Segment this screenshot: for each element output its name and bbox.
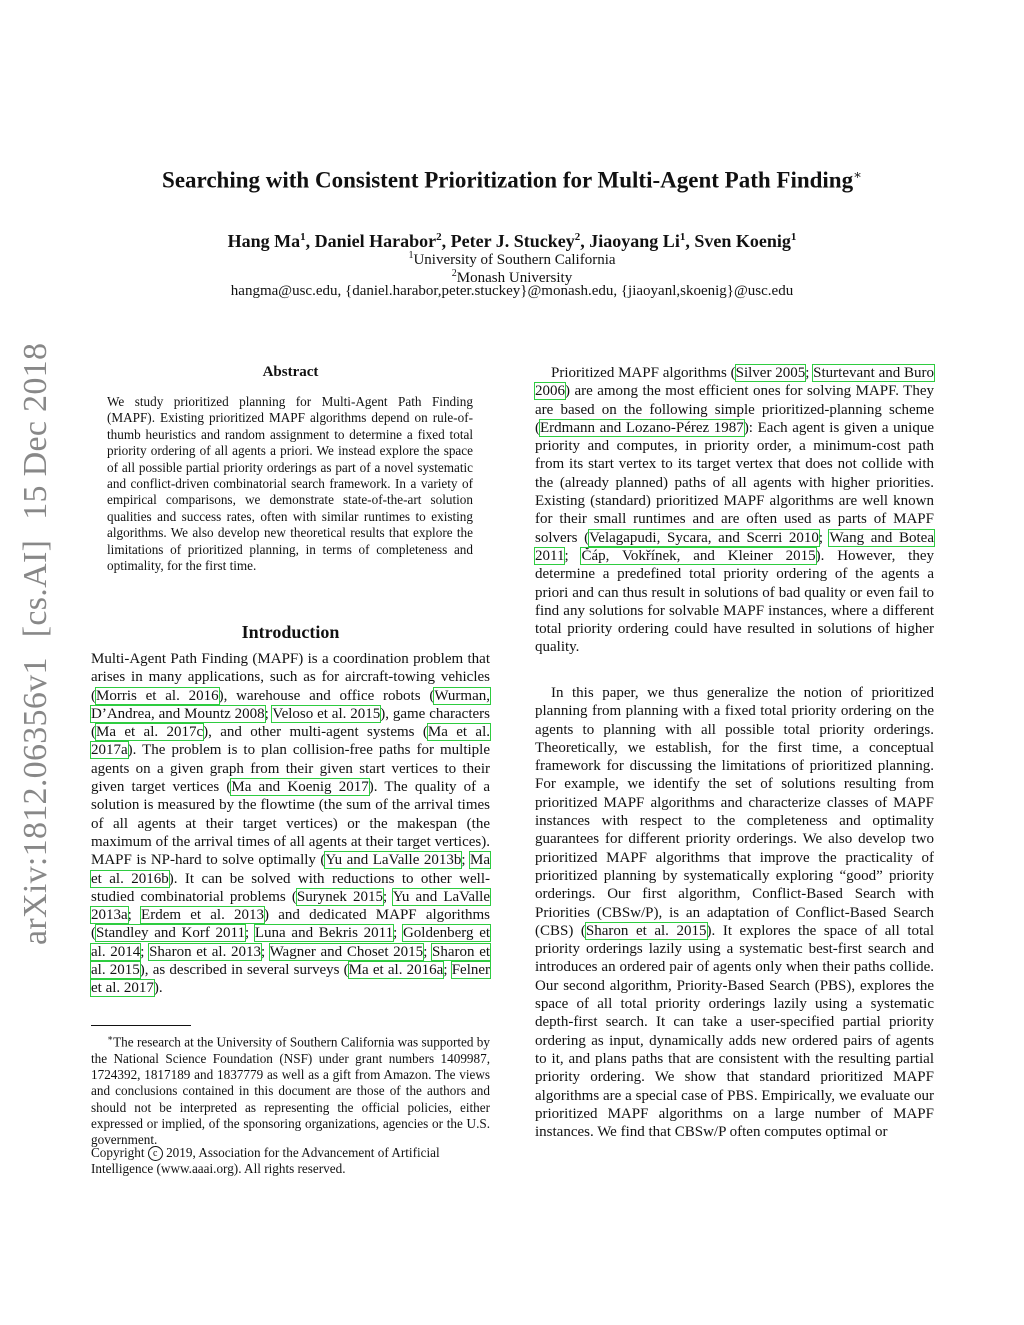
text-run: ). However, they determine a predefined total priority ordering of the agents a priori and can thus result in solutions of bad quality or even fail to find any solutions for solvable MAPF instances, where a different total priority ordering could have resulted in solutions of higher quality. <box>535 547 934 656</box>
text-run: ; <box>264 705 273 722</box>
abstract-heading: Abstract <box>262 364 319 380</box>
citation-link[interactable]: Surynek 2015 <box>296 888 383 905</box>
section-heading-introduction: Introduction <box>241 622 340 642</box>
text-run: ). <box>153 980 163 997</box>
citation-link[interactable]: Sharon et al. 2015 <box>585 922 707 939</box>
text-run: ; <box>245 925 255 942</box>
text-run: ), as described in several surveys ( <box>139 962 349 979</box>
paragraph-text <box>91 650 490 998</box>
citation-link[interactable]: Goldenberg et al. 2014 <box>91 925 491 960</box>
author: Sven Koenig$^1$ <box>694 231 797 251</box>
citation-link[interactable]: Wurman, D’Andrea, and Mountz 2008 <box>91 687 490 722</box>
citation-link[interactable]: Erdem et al. 2013 <box>141 907 265 924</box>
arxiv-id: arXiv:1812.06356v1 <box>17 657 54 945</box>
citation-link[interactable]: Sharon et al. 2015 <box>91 943 491 979</box>
text-run: ), warehouse and office robots ( <box>218 687 435 704</box>
text-run: Multi-Agent Path Finding (MAPF) is a coordination problem that arises in many applications, such as for aircraft-towing vehicles ( <box>91 651 490 704</box>
text-run: ; <box>127 907 142 924</box>
arxiv-category: [cs.AI] <box>17 539 54 638</box>
paragraph-text <box>535 364 934 657</box>
citation-link[interactable]: Silver 2005 <box>735 365 806 381</box>
text-run: In this paper, we thus generalize the notion of prioritized planning from planning with a fixed total priority ordering on the agents to planning with all possible total priority orderings. Theoretically, we establish, for the first time, a conceptual framework for discussing the limitations of prioritized planning. For example, we identify the set of solutions resulting from prioritized MAPF algorithms and characterize classes of MAPF instances with respect to the completeness and optimality guarantees for different priority orderings. We also develop two prioritized MAPF algorithms that improve the practicality of prioritized planning by systematically exploring “good” priority orderings. Our first algorithm, Conflict-Based Search with Priorities (CBSw/P), is an adaptation of Conflict-Based Search (CBS) ( <box>535 685 934 939</box>
text-run: ; <box>140 943 150 960</box>
text-run: ), and other multi-agent systems ( <box>203 724 428 741</box>
footnote-mark: ∗ <box>107 1033 114 1043</box>
citation-link[interactable]: Morris et al. 2016 <box>96 687 219 704</box>
text-run: ). It can be solved with reductions to other well-studied combinatorial problems ( <box>91 870 490 905</box>
text-run: ; <box>443 962 452 979</box>
text-run: ; <box>423 943 433 960</box>
citation-link[interactable]: Ma et al. 2017a <box>91 724 490 759</box>
intro-paragraph-3 <box>535 684 934 1141</box>
author: Jiaoyang Li$^1$ <box>589 231 686 251</box>
author-list: Hang Ma$^1$, Daniel Harabor$^2$, Peter J. Stuckey$^2$, Jiaoyang Li$^1$, Sven Koenig$^1$ <box>227 231 797 251</box>
affiliation: $^1$University of Southern California <box>408 250 616 268</box>
citation-link[interactable]: Ma and Koenig 2017 <box>231 779 369 796</box>
text-run: ; <box>393 925 403 942</box>
author-emails: hangma@usc.edu, {daniel.harabor,peter.stuckey}@monash.edu, {jiaoyanl,skoenig}@usc.edu <box>230 283 794 299</box>
citation-link[interactable]: Wang and Botea 2011 <box>535 529 934 564</box>
copyright-symbol-icon: c <box>148 1146 163 1161</box>
citation-link[interactable]: Felner et al. 2017 <box>91 962 491 997</box>
paragraph-text <box>535 684 934 1141</box>
citation-link[interactable]: Ma et al. 2016b <box>91 852 490 887</box>
text-run: ). The quality of a solution is measured by the flowtime (the sum of the arrival times of all agents at their target vertices) or the makespan (the maximum of the arrival times of all agents at their target vertices). MAPF is NP-hard to solve optimally ( <box>91 779 491 869</box>
arxiv-date: 15 Dec 2018 <box>17 342 54 520</box>
text-run: ). It explores the space of all total priority orderings lazily using a systematic best-first search and introduces an ordered pair of agents only when their paths collide. Our second algorithm, Priority-Based Search (PBS), explores the space of all total priority orderings lazily using a systematic depth-first search. It can take a user-specified partial priority ordering as input, dynamically adds new ordered pairs of agents to it, and plans paths that are consistent with the resulting partial priority ordering. We show that standard prioritized MAPF algorithms are a special case of PBS. Empirically, we evaluate our prioritized MAPF algorithms on a large number of MAPF instances. We find that CBSw/P often computes optimal or <box>535 922 934 1141</box>
citation-link[interactable]: Veloso et al. 2015 <box>272 705 381 722</box>
citation-link[interactable]: Velagapudi, Sycara, and Scerri 2010 <box>589 529 819 546</box>
footnote-text: The research at the University of Southern California was supported by the National Science Foundation (NSF) under grant numbers 1409987, 1724392, 1817189 and 1837779 as well as a gift from Amazon. The views and conclusions contained in this document are those of the authors and should not be interpreted as representing the official policies, either expressed or implied, of the sponsoring organizations, agencies or the U.S. government. <box>91 1034 490 1148</box>
author: Peter J. Stuckey$^2$ <box>450 231 581 251</box>
citation-link[interactable]: Sharon et al. 2013 <box>149 943 261 960</box>
citation-link[interactable]: Sturtevant and Buro 2006 <box>535 365 934 400</box>
text-run: ). The problem is to plan collision-free paths for multiple agents on a given graph from their given start vertices to their given target vertices ( <box>91 742 490 796</box>
citation-link[interactable]: Čáp, Vokřínek, and Kleiner 2015 <box>581 547 816 564</box>
citation-link[interactable]: Luna and Bekris 2011 <box>254 925 394 942</box>
citation-link[interactable]: Yu and LaValle 2013b <box>325 852 462 869</box>
abstract-text: We study prioritized planning for Multi-Agent Path Finding (MAPF). Existing prioritized MAPF algorithms depend on rule-of-thumb heuristics and random assignment to determine a fixed total priority ordering of all agents a priori. We instead explore the space of all possible partial priority orderings as part of a novel systematic and conflict-driven combinatorial search framework. In a variety of empirical comparisons, we demonstrate state-of-the-art solution qualities and success rates, often with similar runtimes to existing algorithms. We also develop new theoretical results that explore the limitations of prioritized planning, in terms of completeness and optimality, for the first time. <box>107 394 473 574</box>
title-text: Searching with Consistent Prioritization for Multi-Agent Path Finding <box>162 167 854 193</box>
text-run: ; <box>383 888 393 905</box>
citation-link[interactable]: Ma et al. 2017c <box>96 724 204 741</box>
citation-link[interactable]: Yu and LaValle 2013a <box>91 888 490 924</box>
text-run: ) are among the most efficient ones for solving MAPF. They are based on the following simple prioritized-planning scheme ( <box>535 383 934 436</box>
text-run: ; <box>564 547 582 564</box>
text-run: ; <box>818 529 830 546</box>
author: Hang Ma$^1$ <box>227 231 306 251</box>
text-run: ), game characters ( <box>91 705 490 741</box>
arxiv-stamp <box>14 342 58 945</box>
citation-link[interactable]: Standley and Korf 2011 <box>96 925 246 942</box>
citation-link[interactable]: Erdmann and Lozano-Pérez 1987 <box>540 419 744 436</box>
citation-link[interactable]: Ma et al. 2016a <box>348 962 444 979</box>
intro-paragraph-2 <box>535 364 934 657</box>
text-run: ) and dedicated MAPF algorithms ( <box>91 907 490 942</box>
text-run: ): Each agent is given a unique priority and computes, in priority order, a minimum-cost path from its start vertex to its target vertex that does not collide with the (already planned) paths of all agents with higher priorities. Existing (standard) prioritized MAPF algorithms are well known for their small runtimes and are often used as parts of MAPF solvers ( <box>535 419 934 546</box>
text-run: Prioritized MAPF algorithms ( <box>551 365 736 381</box>
affiliation: $^2$Monash University <box>451 268 573 286</box>
footnote-rule <box>91 1025 191 1026</box>
text-run: ; <box>261 943 270 960</box>
footnote <box>91 1030 490 1148</box>
intro-paragraph-1 <box>91 650 490 998</box>
text-run: ; <box>805 365 814 381</box>
paper-title <box>0 160 1024 196</box>
author: Daniel Harabor$^2$ <box>314 231 442 251</box>
title-footnote-mark: ∗ <box>853 167 862 182</box>
text-run: ; <box>461 852 470 869</box>
citation-link[interactable]: Wagner and Choset 2015 <box>269 943 424 960</box>
copyright-notice: Copyright c 2019, Association for the Advancement of Artificial Intelligence (www.aaai.org). All rights reserved. <box>91 1145 440 1177</box>
